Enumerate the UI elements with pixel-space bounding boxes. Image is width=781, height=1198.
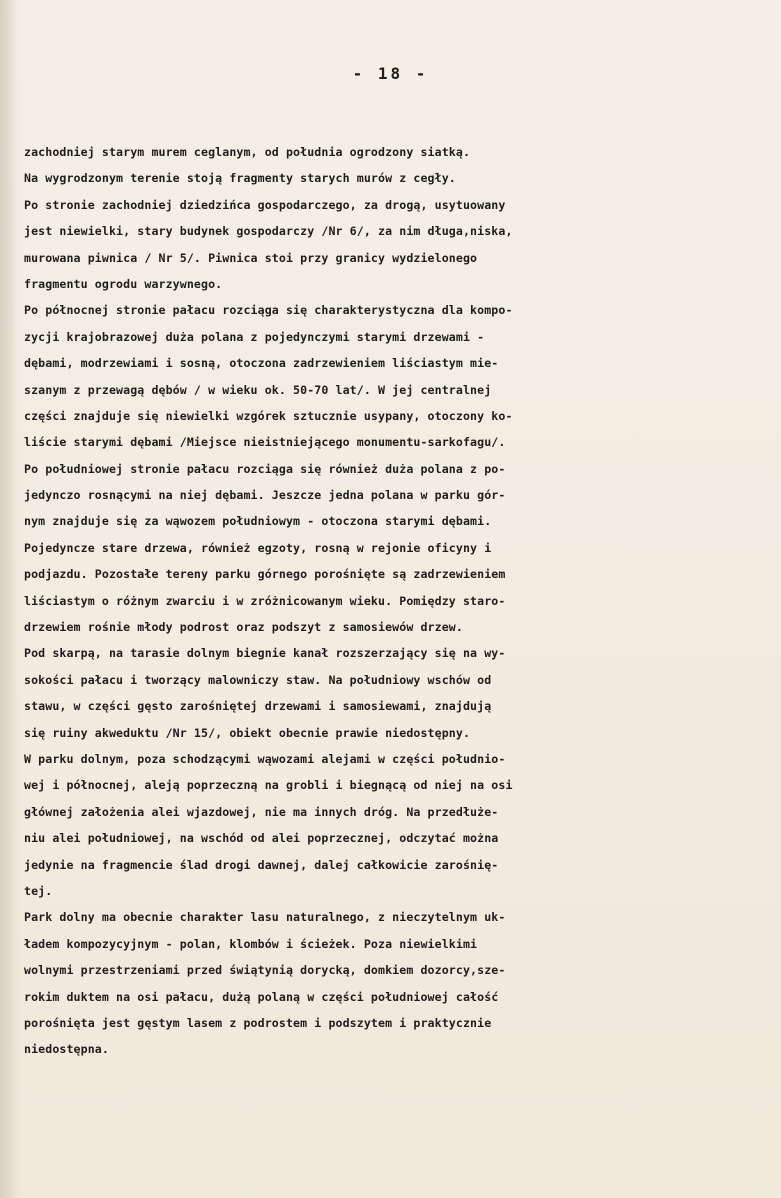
text-line: murowana piwnica / Nr 5/. Piwnica stoi przy granicy wydzielonego — [24, 250, 478, 265]
text-line: podjazdu. Pozostałe tereny parku górnego porośnięte są zadrzewieniem — [24, 567, 506, 582]
text-line: Pod skarpą, na tarasie dolnym biegnie kanał rozszerzający się na wy- — [24, 646, 506, 661]
text-line: rokim duktem na osi pałacu, dużą polaną w części południowej całość — [24, 989, 499, 1004]
text-line: szanym z przewagą dębów / w wieku ok. 50-70 lat/. W jej centralnej — [24, 382, 492, 397]
text-line: wolnymi przestrzeniami przed świątynią dorycką, domkiem dozorcy,sze- — [24, 963, 506, 978]
text-line: jedynczo rosnącymi na niej dębami. Jeszcze jedna polana w parku gór- — [24, 488, 506, 503]
text-line: liście starymi dębami /Miejsce nieistniejącego monumentu-sarkofagu/. — [24, 435, 506, 450]
text-line: Park dolny ma obecnie charakter lasu naturalnego, z nieczytelnym uk- — [24, 910, 506, 925]
text-line: wej i północnej, aleją poprzeczną na grobli i biegnącą od niej na osi — [24, 778, 513, 793]
text-line: dębami, modrzewiami i sosną, otoczona zadrzewieniem liściastym mie- — [24, 356, 499, 371]
text-line: części znajduje się niewielki wzgórek sztucznie usypany, otoczony ko- — [24, 408, 513, 423]
page-binding-edge — [0, 0, 16, 1198]
text-line: stawu, w części gęsto zarośniętej drzewami i samosiewami, znajdują — [24, 699, 492, 714]
text-line: Pojedyncze stare drzewa, również egzoty, rosną w rejonie oficyny i — [24, 540, 492, 555]
text-line: się ruiny akweduktu /Nr 15/, obiekt obecnie prawie niedostępny. — [24, 725, 471, 740]
text-line: niedostępna. — [24, 1042, 109, 1057]
text-line: głównej założenia alei wjazdowej, nie ma innych dróg. Na przedłuże- — [24, 804, 499, 819]
text-line: jest niewielki, stary budynek gospodarczy /Nr 6/, za nim długa,niska, — [24, 224, 513, 239]
text-line: ładem kompozycyjnym - polan, klombów i ścieżek. Poza niewielkimi — [24, 936, 478, 951]
text-line: tej. — [24, 883, 53, 898]
text-line: sokości pałacu i tworzący malowniczy staw. Na południowy wschów od — [24, 672, 492, 687]
page-number: - 18 - — [352, 64, 429, 83]
text-line: Po stronie zachodniej dziedzińca gospodarczego, za drogą, usytuowany — [24, 197, 506, 212]
text-line: liściastym o różnym zwarciu i w zróżnicowanym wieku. Pomiędzy staro- — [24, 593, 506, 608]
text-line: W parku dolnym, poza schodzącymi wąwozami alejami w części południo- — [24, 751, 506, 766]
text-line: Po północnej stronie pałacu rozciąga się charakterystyczna dla kompo- — [24, 303, 513, 318]
text-line: fragmentu ogrodu warzywnego. — [24, 276, 223, 291]
text-line: zachodniej starym murem ceglanym, od południa ogrodzony siatką. — [24, 145, 471, 159]
text-line: drzewiem rośnie młody podrost oraz podszyt z samosiewów drzew. — [24, 620, 463, 635]
text-line: Na wygrodzonym terenie stoją fragmenty starych murów z cegły. — [24, 171, 456, 186]
text-line: niu alei południowej, na wschód od alei poprzecznej, odczytać można — [24, 831, 499, 846]
text-line: jedynie na fragmencie ślad drogi dawnej, dalej całkowicie zarośnię- — [24, 857, 499, 872]
text-line: porośnięta jest gęstym lasem z podrostem i podszytem i praktycznie — [24, 1015, 492, 1030]
body-text — [24, 139, 766, 1063]
text-line: Po południowej stronie pałacu rozciąga się również duża polana z po- — [24, 461, 506, 476]
text-line: zycji krajobrazowej duża polana z pojedynczymi starymi drzewami - — [24, 329, 485, 344]
text-line: nym znajduje się za wąwozem południowym - otoczona starymi dębami. — [24, 514, 492, 529]
